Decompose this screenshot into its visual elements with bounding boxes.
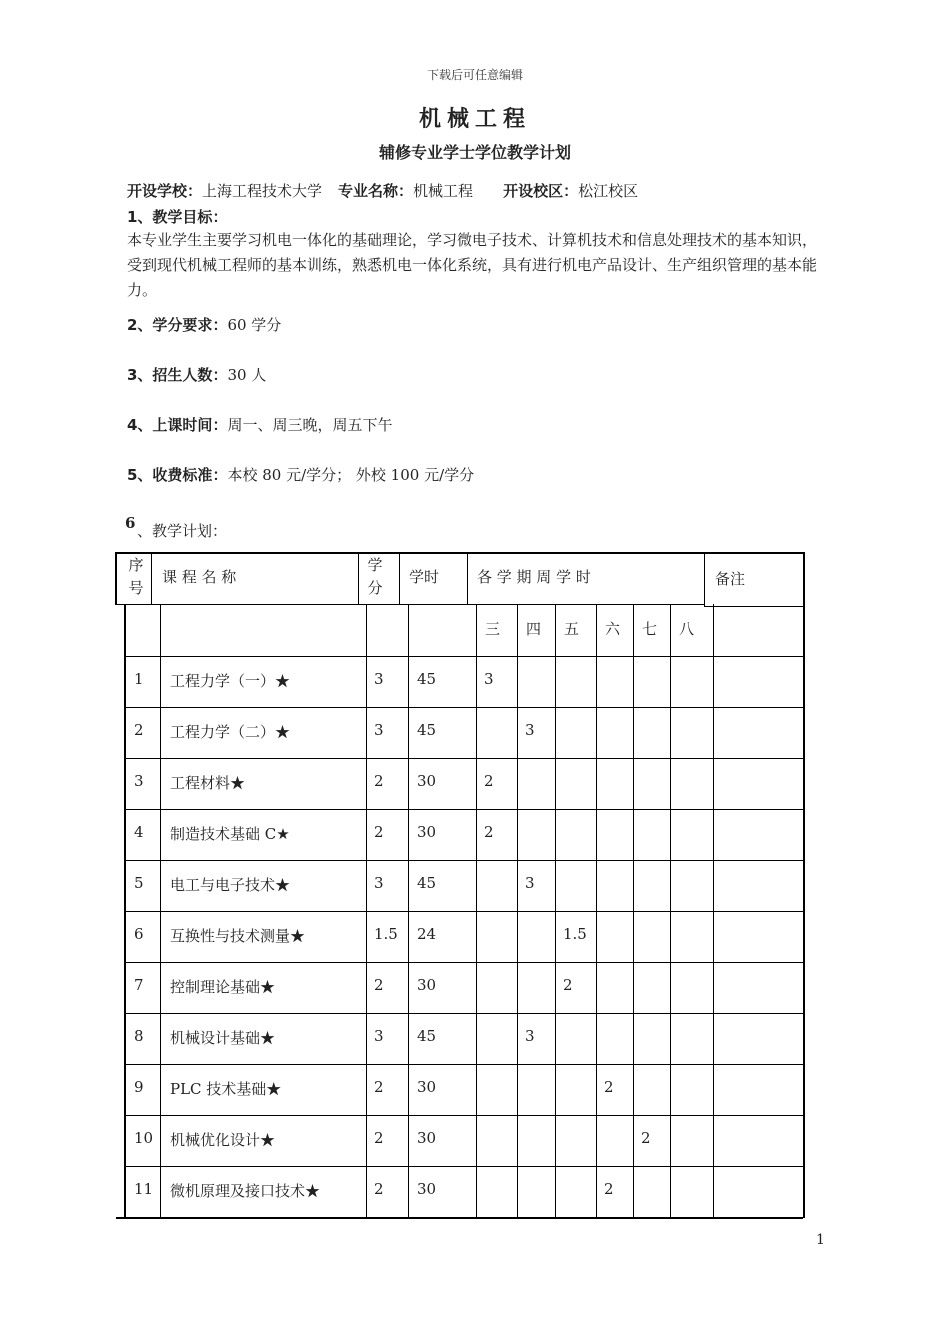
table-rule [596,604,597,1218]
table-rule [467,552,468,604]
table-rule [115,552,805,554]
plan-label: 、教学计划： [137,522,228,540]
semester-label: 五 [564,620,580,638]
course-hours: 30 [417,1129,437,1147]
table-rule [124,1217,803,1219]
semester-hours: 3 [525,721,535,739]
table-rule [670,604,671,1218]
course-hours: 30 [417,976,437,994]
course-hours: 45 [417,1027,437,1045]
enroll-value: 30 人 [227,366,267,384]
table-rule [399,552,400,604]
semester-hours: 2 [484,823,494,841]
row-number: 7 [134,976,144,994]
table-rule [124,860,803,861]
campus-label: 开设校区： [503,182,579,200]
row-number: 4 [134,823,144,841]
course-hours: 30 [417,1180,437,1198]
watermark-text: 下载后可任意编辑 [426,68,523,82]
semester-hours: 2 [641,1129,651,1147]
course-credit: 3 [374,874,384,892]
semester-hours: 3 [484,670,494,688]
credit-line [127,314,281,335]
table-rule [476,604,477,1218]
doc-subtitle: 辅修专业学士学位教学计划 [378,143,571,162]
semester-hours: 1.5 [563,925,587,943]
table-rule [408,604,409,1218]
table-rule [124,758,803,759]
header-no: 序号 [128,556,144,597]
table-rule [124,911,803,912]
header-weekly-hours: 各 学 期 周 学 时 [477,568,591,586]
header-credit: 学分 [367,556,383,597]
table-rule [124,1115,803,1116]
course-hours: 45 [417,721,437,739]
credit-label: 2、学分要求： [127,316,228,334]
course-name: 控制理论基础★ [170,978,276,996]
course-name: 工程力学（一）★ [170,672,291,690]
info-line [127,180,638,201]
table-rule [704,552,705,607]
table-rule [124,809,803,810]
table-rule [633,604,634,1218]
table-rule [151,552,152,604]
doc-title: 机械工程 [418,107,531,132]
table-rule [124,1166,803,1167]
course-hours: 30 [417,1078,437,1096]
campus-value: 松江校区 [578,182,639,200]
semester-label: 八 [679,620,695,638]
table-rule [124,604,126,1218]
credit-value: 60 学分 [227,316,282,334]
table-rule [366,604,367,1218]
row-number: 9 [134,1078,144,1096]
course-credit: 2 [374,1078,384,1096]
page-number: 1 [816,1232,825,1248]
course-hours: 24 [417,925,437,943]
course-credit: 3 [374,721,384,739]
semester-hours: 3 [525,874,535,892]
plan-number: 6 [125,514,136,532]
course-hours: 30 [417,772,437,790]
table-rule [124,962,803,963]
course-credit: 2 [374,1129,384,1147]
course-credit: 2 [374,823,384,841]
time-label: 4、上课时间： [127,416,228,434]
header-course-name: 课 程 名 称 [162,568,237,586]
goal-text: 本专业学生主要学习机电一体化的基础理论，学习微电子技术、计算机技术和信息处理技术的基本知识，受到现代机械工程师的基本训练，熟悉机电一体化系统，具有进行机电产品设计、生产组织管理的基本能力。 [127,231,818,299]
course-credit: 2 [374,1180,384,1198]
table-rule [705,606,805,607]
table-rule [160,604,161,1218]
course-hours: 30 [417,823,437,841]
semester-label: 四 [526,620,542,638]
school-label: 开设学校： [127,182,203,200]
enroll-line [127,364,266,385]
row-number: 8 [134,1027,144,1045]
course-hours: 45 [417,670,437,688]
course-name: 互换性与技术测量★ [170,927,306,945]
semester-label: 三 [485,620,501,638]
goal-heading: 1、教学目标： [127,208,228,226]
header-hours: 学时 [409,568,440,586]
table-rule [555,604,556,1218]
time-value: 周一、周三晚，周五下午 [227,416,393,434]
table-rule [115,604,705,605]
course-name: 制造技术基础 C★ [170,825,290,843]
row-number: 2 [134,721,144,739]
semester-hours: 3 [525,1027,535,1045]
school-value: 上海工程技术大学 [202,182,323,200]
fee-label: 5、收费标准： [127,466,228,484]
table-rule [803,607,805,1218]
course-credit: 2 [374,772,384,790]
time-line [127,414,392,435]
course-hours: 45 [417,874,437,892]
course-credit: 3 [374,670,384,688]
table-rule [115,552,117,604]
header-remark: 备注 [715,570,746,588]
row-number: 1 [134,670,144,688]
course-name: 微机原理及接口技术★ [170,1182,321,1200]
enroll-label: 3、招生人数： [127,366,228,384]
course-credit: 3 [374,1027,384,1045]
semester-hours: 2 [604,1180,614,1198]
course-name: 工程力学（二）★ [170,723,291,741]
course-name: PLC 技术基础★ [170,1080,282,1098]
semester-label: 七 [642,620,658,638]
row-number: 5 [134,874,144,892]
course-credit: 2 [374,976,384,994]
course-name: 电工与电子技术★ [170,876,291,894]
row-number: 6 [134,925,144,943]
table-rule [713,604,714,1218]
major-label: 专业名称： [338,182,414,200]
course-credit: 1.5 [374,925,398,943]
major-value: 机械工程 [413,182,474,200]
table-rule [517,604,518,1218]
table-rule [358,552,359,604]
semester-hours: 2 [604,1078,614,1096]
table-rule [803,552,805,607]
row-number: 11 [134,1180,154,1198]
table-rule [124,1013,803,1014]
fee-value: 本校 80 元/学分； 外校 100 元/学分 [227,466,475,484]
semester-hours: 2 [484,772,494,790]
table-rule [124,656,803,657]
semester-hours: 2 [563,976,573,994]
table-rule [124,707,803,708]
fee-line [127,464,474,485]
row-number: 10 [134,1129,154,1147]
course-name: 机械优化设计★ [170,1131,276,1149]
table-rule [124,1064,803,1065]
row-number: 3 [134,772,144,790]
course-name: 机械设计基础★ [170,1029,276,1047]
course-name: 工程材料★ [170,774,246,792]
semester-label: 六 [605,620,621,638]
